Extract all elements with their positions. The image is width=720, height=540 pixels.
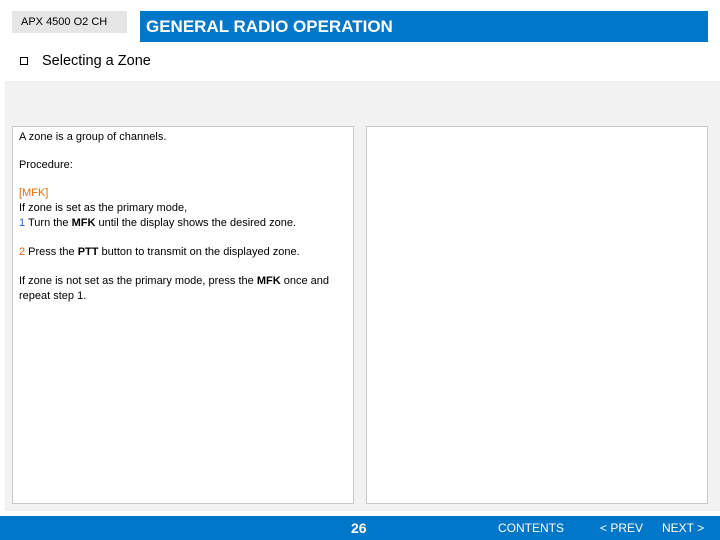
next-link[interactable]: NEXT >	[662, 521, 705, 535]
step-2-key: PTT	[77, 246, 99, 258]
footer-bar	[0, 516, 720, 540]
condition-text: If zone is set as the primary mode,	[19, 202, 188, 214]
section-heading-text: Selecting a Zone	[42, 53, 151, 69]
step-2-pre: Press the	[25, 246, 78, 258]
prev-link[interactable]: < PREV	[600, 521, 644, 535]
procedure-panel	[12, 126, 354, 504]
contents-link[interactable]: CONTENTS	[498, 521, 564, 535]
step-1-number: 1	[19, 217, 26, 229]
page-title: GENERAL RADIO OPERATION	[140, 11, 708, 42]
intro-text: A zone is a group of channels.	[19, 131, 167, 143]
page-number: 26	[351, 520, 367, 536]
section-heading	[20, 51, 151, 71]
step-2	[19, 245, 347, 260]
note-key: MFK	[256, 275, 281, 287]
note-text	[19, 274, 347, 304]
procedure-label: Procedure:	[19, 159, 73, 171]
device-label: APX 4500 O2 CH	[12, 11, 127, 33]
note-post: once and repeat step 1.	[19, 275, 329, 302]
step-2-number: 2	[19, 246, 26, 258]
illustration-panel	[366, 126, 708, 504]
step-1-key: MFK	[71, 217, 96, 229]
step-1	[19, 216, 347, 231]
step-1-post: until the display shows the desired zone.	[95, 217, 296, 229]
step-2-post: button to transmit on the displayed zone.	[98, 246, 300, 258]
mfk-tag: [MFK]	[19, 187, 49, 199]
checkbox-icon	[20, 57, 28, 65]
note-pre: If zone is not set as the primary mode, press the	[19, 275, 257, 287]
step-1-pre: Turn the	[25, 217, 72, 229]
